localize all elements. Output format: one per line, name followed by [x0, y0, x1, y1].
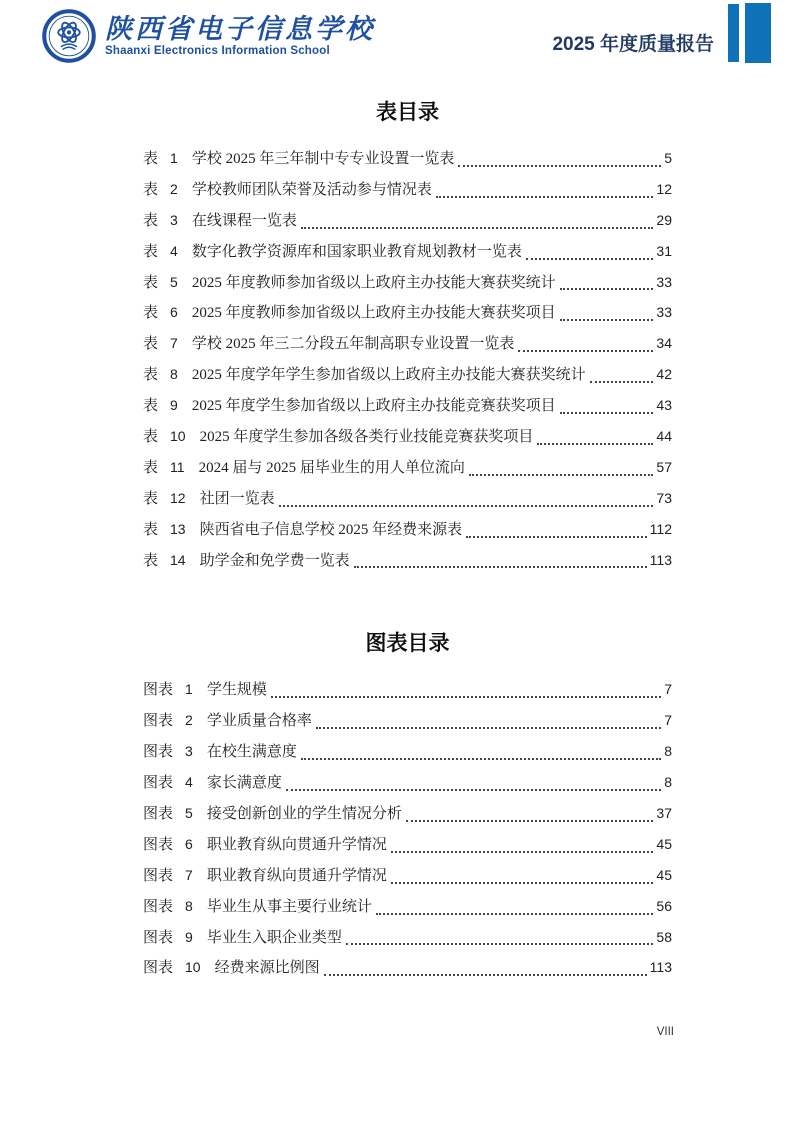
toc-entry-number: 5: [170, 273, 178, 290]
toc-entry[interactable]: [143, 452, 672, 483]
header-accent-bar-thin: [728, 4, 739, 62]
toc-entry-number: 3: [170, 211, 178, 228]
toc-entry-title: 学校 2025 年三年制中专专业设置一览表: [191, 151, 455, 167]
dot-leader: [286, 789, 661, 791]
toc-entry[interactable]: [143, 328, 672, 359]
toc-entry-label: 图表: [143, 682, 174, 699]
tables-toc-title: 表目录: [376, 101, 439, 124]
dot-leader: [406, 820, 654, 822]
toc-entry-title: 学校教师团队荣誉及活动参与情况表: [191, 181, 432, 198]
footer-page-number: VIII: [656, 1026, 674, 1038]
toc-entry-number: 4: [170, 242, 178, 259]
page-header: [0, 0, 794, 72]
toc-entry[interactable]: [143, 143, 672, 174]
toc-entry-number: 7: [170, 335, 178, 352]
toc-entry[interactable]: [143, 705, 672, 736]
toc-entry-number: 3: [185, 743, 193, 760]
toc-entry-title: 学业质量合格率: [206, 713, 312, 730]
toc-entry-label: 图表: [143, 775, 174, 792]
toc-entry-number: 10: [170, 428, 186, 445]
dot-leader: [301, 227, 654, 229]
toc-entry[interactable]: [143, 798, 672, 829]
toc-entry[interactable]: [143, 483, 672, 514]
toc-entry-title: 职业教育纵向贯通升学情况: [206, 836, 387, 853]
toc-entry[interactable]: [143, 514, 672, 545]
toc-entry-label: 表: [143, 305, 159, 322]
toc-entry-number: 9: [185, 928, 193, 945]
dot-leader: [560, 412, 654, 414]
toc-entry-number: 8: [170, 366, 178, 383]
toc-entry-title: 2024 届与 2025 届毕业生的用人单位流向: [198, 459, 465, 476]
toc-entry[interactable]: [143, 205, 672, 236]
toc-entry-label: 图表: [143, 929, 174, 946]
dot-leader: [271, 696, 661, 698]
toc-entry[interactable]: [143, 297, 672, 328]
toc-entry-label: 图表: [143, 744, 174, 761]
dot-leader: [537, 443, 653, 445]
dot-leader: [590, 381, 654, 383]
toc-entry-page: 37: [656, 805, 672, 822]
toc-entry-label: 表: [143, 490, 159, 507]
toc-content: [143, 72, 672, 983]
toc-entry-page: 12: [656, 180, 672, 197]
toc-entry[interactable]: [143, 860, 672, 891]
toc-entry-label: 图表: [143, 898, 174, 915]
toc-entry-page: 33: [656, 273, 672, 290]
dot-leader: [324, 974, 647, 976]
toc-entry-page: 29: [656, 211, 672, 228]
figures-toc-title: 图表目录: [365, 632, 450, 656]
dot-leader: [466, 536, 647, 538]
toc-entry-title: 家长满意度: [206, 775, 282, 792]
toc-entry-page: 113: [649, 959, 672, 976]
toc-entry-title: 2025 年度学生参加省级以上政府主办技能竞赛获奖项目: [191, 398, 556, 415]
toc-entry-title: 2025 年度教师参加省级以上政府主办技能大赛获奖项目: [191, 305, 556, 322]
toc-entry[interactable]: [143, 174, 672, 205]
toc-entry[interactable]: [143, 390, 672, 421]
toc-entry-number: 6: [170, 304, 178, 321]
toc-entry-label: 图表: [143, 713, 174, 730]
toc-entry-title: 毕业生从事主要行业统计: [206, 898, 372, 915]
toc-entry-title: 在校生满意度: [206, 744, 297, 761]
toc-entry-title: 毕业生入职企业类型: [206, 929, 342, 946]
toc-entry-number: 10: [185, 959, 201, 976]
dot-leader: [391, 851, 654, 853]
dot-leader: [376, 913, 654, 915]
toc-entry-number: 7: [185, 866, 193, 883]
toc-entry-page: 73: [656, 489, 672, 506]
toc-entry-label: 图表: [143, 867, 174, 884]
toc-entry-title: 学校 2025 年三二分段五年制高职专业设置一览表: [191, 336, 515, 353]
toc-entry-number: 14: [170, 551, 186, 568]
dot-leader: [518, 350, 653, 352]
toc-entry-number: 5: [185, 805, 193, 822]
toc-entry-label: 表: [143, 459, 159, 476]
toc-entry[interactable]: [143, 359, 672, 390]
toc-entry-page: 45: [656, 835, 672, 852]
toc-entry-title: 接受创新创业的学生情况分析: [206, 806, 402, 823]
school-logo: [42, 9, 375, 63]
toc-entry-page: 42: [656, 366, 672, 383]
toc-entry-label: 表: [143, 181, 159, 198]
toc-entry[interactable]: [143, 829, 672, 860]
toc-entry-number: 2: [185, 712, 193, 729]
toc-entry-label: 图表: [143, 836, 174, 853]
toc-entry-page: 5: [664, 150, 672, 166]
toc-entry-number: 6: [185, 835, 193, 852]
dot-leader: [458, 165, 661, 167]
toc-entry-page: 34: [656, 335, 672, 352]
toc-entry-label: 表: [143, 521, 159, 538]
toc-entry-page: 33: [656, 304, 672, 321]
toc-entry-title: 2025 年度教师参加省级以上政府主办技能大赛获奖统计: [191, 274, 556, 291]
toc-entry-label: 表: [143, 151, 159, 167]
toc-entry-page: 57: [656, 458, 672, 475]
toc-entry-page: 112: [649, 520, 672, 537]
toc-entry-title: 在线课程一览表: [191, 212, 297, 229]
toc-entry-label: 表: [143, 336, 159, 353]
toc-entry-label: 表: [143, 212, 159, 229]
toc-entry-title: 陕西省电子信息学校 2025 年经费来源表: [199, 521, 463, 538]
toc-entry-number: 1: [170, 150, 178, 166]
toc-entry-page: 31: [656, 242, 672, 259]
toc-entry-page: 45: [656, 866, 672, 883]
dot-leader: [279, 505, 654, 507]
toc-entry-label: 表: [143, 243, 159, 260]
toc-entry-title: 职业教育纵向贯通升学情况: [206, 867, 387, 884]
toc-entry-number: 9: [170, 397, 178, 414]
toc-entry-label: 图表: [143, 806, 174, 823]
toc-entry-number: 2: [170, 180, 178, 197]
toc-entry-page: 7: [664, 712, 672, 729]
report-title: 2025 年度质量报告: [552, 34, 714, 55]
toc-entry-title: 学生规模: [206, 682, 267, 699]
school-emblem-icon: [42, 9, 96, 63]
toc-entry-number: 13: [170, 520, 186, 537]
toc-entry-title: 助学金和免学费一览表: [199, 552, 350, 569]
dot-leader: [391, 882, 654, 884]
toc-entry-label: 表: [143, 274, 159, 291]
toc-entry-page: 44: [656, 428, 672, 445]
toc-entry[interactable]: [143, 891, 672, 922]
toc-entry[interactable]: [143, 736, 672, 767]
toc-entry-label: 表: [143, 367, 159, 384]
toc-entry-number: 8: [185, 897, 193, 914]
toc-entry[interactable]: [143, 922, 672, 953]
toc-entry-title: 数字化教学资源库和国家职业教育规划教材一览表: [191, 243, 522, 260]
toc-entry-page: 56: [656, 897, 672, 914]
toc-entry[interactable]: [143, 421, 672, 452]
toc-entry[interactable]: [143, 545, 672, 576]
header-accent-bar-wide: [745, 3, 771, 63]
toc-entry-page: 8: [664, 743, 672, 760]
toc-entry[interactable]: [143, 674, 672, 705]
tables-toc-list: [143, 143, 672, 575]
dot-leader: [301, 758, 661, 760]
toc-entry-number: 4: [185, 774, 193, 791]
toc-entry-title: 经费来源比例图: [214, 960, 320, 977]
toc-entry-label: 表: [143, 398, 159, 415]
school-name-cn: 陕西省电子信息学校: [105, 14, 375, 44]
toc-entry-number: 1: [185, 681, 193, 698]
toc-entry-page: 113: [649, 551, 672, 568]
toc-entry-number: 12: [170, 489, 186, 506]
dot-leader: [316, 727, 661, 729]
toc-entry-label: 表: [143, 429, 159, 446]
dot-leader: [354, 566, 647, 568]
toc-entry-title: 2025 年度学年学生参加省级以上政府主办技能大赛获奖统计: [191, 367, 586, 384]
toc-entry-title: 社团一览表: [199, 490, 275, 507]
toc-entry[interactable]: [143, 767, 672, 798]
toc-entry-page: 58: [656, 928, 672, 945]
toc-entry-label: 图表: [143, 960, 174, 977]
dot-leader: [346, 943, 654, 945]
dot-leader: [560, 319, 654, 321]
toc-entry-page: 7: [664, 681, 672, 698]
dot-leader: [469, 474, 654, 476]
dot-leader: [526, 258, 654, 260]
toc-entry[interactable]: [143, 236, 672, 267]
toc-entry-label: 表: [143, 552, 159, 569]
toc-entry[interactable]: [143, 952, 672, 983]
dot-leader: [436, 196, 654, 198]
figures-toc-list: [143, 674, 672, 983]
toc-entry-page: 8: [664, 774, 672, 791]
school-name-en: Shaanxi Electronics Information School: [105, 45, 330, 57]
school-name-block: [105, 14, 375, 58]
toc-entry[interactable]: [143, 267, 672, 298]
toc-entry-page: 43: [656, 397, 672, 414]
dot-leader: [560, 288, 654, 290]
toc-entry-number: 11: [170, 458, 185, 475]
toc-entry-title: 2025 年度学生参加各级各类行业技能竞赛获奖项目: [199, 429, 534, 446]
